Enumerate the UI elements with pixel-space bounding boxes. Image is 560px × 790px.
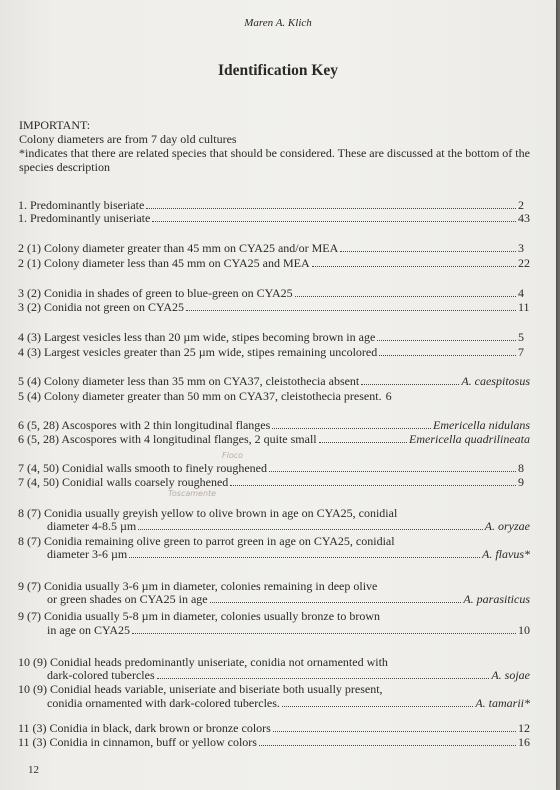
key-line (18, 211, 530, 225)
key-line (18, 198, 530, 212)
dot-leader (340, 241, 516, 252)
dot-leader (132, 623, 516, 634)
key-line-text: 5 (4) Colony diameter less than 35 mm on CYA37, cleistothecia absent (18, 374, 360, 388)
dot-leader (379, 345, 516, 356)
key-line-result: 4 (518, 286, 524, 300)
dot-leader (230, 475, 516, 486)
key-line-result: A. oryzae (484, 519, 530, 533)
dot-leader (377, 330, 516, 341)
key-line (47, 623, 530, 637)
key-line-text: 3 (2) Conidia in shades of green to blue-green on CYA25 (18, 286, 293, 300)
key-line-text: conidia ornamented with dark-colored tubercles. (47, 696, 280, 710)
dot-leader (152, 211, 516, 222)
dot-leader (259, 735, 516, 746)
dot-leader (157, 668, 490, 679)
key-line (18, 475, 530, 489)
dot-leader (186, 300, 516, 311)
key-line-text: 3 (2) Conidia not green on CYA25 (18, 300, 184, 314)
key-line-text: 4 (3) Largest vesicles greater than 25 µm wide, stipes remaining uncolored (18, 345, 378, 359)
key-line-text: 6 (5, 28) Ascospores with 2 thin longitudinal flanges (18, 418, 271, 432)
key-line (18, 609, 530, 623)
key-line (18, 735, 530, 749)
key-line-text: 5 (4) Colony diameter greater than 50 mm on CYA37, cleistothecia present. (18, 389, 382, 403)
key-line-text: 8 (7) Conidia usually greyish yellow to olive brown in age on CYA25, conidial (18, 506, 398, 520)
key-line-result: 3 (518, 241, 524, 255)
key-line-result: A. parasiticus (463, 592, 530, 606)
key-line-result: 5 (518, 330, 524, 344)
key-line (18, 241, 530, 255)
dot-leader (210, 592, 462, 603)
key-line-result: 6 (385, 389, 392, 403)
key-line (18, 655, 530, 669)
key-line (47, 592, 530, 606)
key-line (18, 721, 530, 735)
key-line-result: 7 (518, 345, 524, 359)
key-line-result: 8 (518, 461, 524, 475)
key-line (18, 389, 530, 403)
key-line-text: or green shades on CYA25 in age (47, 592, 208, 606)
key-line (47, 519, 530, 533)
dot-leader (138, 519, 482, 530)
key-line-text: diameter 4-8.5 µm (47, 519, 137, 533)
key-line-result: A. tamarii* (475, 696, 530, 710)
key-line-text: 7 (4, 50) Conidial walls coarsely roughened (18, 475, 229, 489)
key-line (18, 345, 530, 359)
key-line-result: Emericella nidulans (433, 418, 530, 432)
key-line-text: 4 (3) Largest vesicles less than 20 µm wide, stipes becoming brown in age (18, 330, 376, 344)
key-line-text: 8 (7) Conidia remaining olive green to parrot green in age on CYA25, conidial (18, 534, 395, 548)
key-line (18, 461, 530, 475)
key-line (18, 300, 530, 314)
key-line (18, 330, 530, 344)
dot-leader (282, 696, 473, 707)
key-line-text: 11 (3) Conidia in black, dark brown or bronze colors (18, 721, 271, 735)
page-number: 12 (28, 764, 39, 776)
key-line-text: dark-colored tubercles (47, 668, 155, 682)
key-line (18, 682, 530, 696)
key-line (18, 579, 530, 593)
dot-leader (269, 461, 516, 472)
key-line-result: 9 (518, 475, 524, 489)
running-header: Maren A. Klich (244, 17, 312, 29)
key-line (18, 506, 530, 520)
dot-leader (312, 256, 516, 267)
key-line-result: A. flavus* (482, 547, 530, 561)
important-heading: IMPORTANT: (19, 118, 91, 132)
dot-leader (273, 721, 516, 732)
key-line-text: 9 (7) Conidia usually 3-6 µm in diameter, colonies remaining in deep olive (18, 579, 378, 593)
important-note (19, 118, 539, 174)
key-line (47, 696, 530, 710)
key-line-result: 22 (518, 256, 530, 270)
key-line-text: 7 (4, 50) Conidial walls smooth to finely roughened (18, 461, 267, 475)
dot-leader (319, 432, 407, 443)
key-line-text: 1. Predominantly biseriate (18, 198, 145, 212)
key-line (47, 668, 530, 682)
key-line-text: 1. Predominantly uniseriate (18, 211, 151, 225)
dot-leader (272, 418, 431, 429)
dot-leader (295, 286, 516, 297)
key-line-text: 6 (5, 28) Ascospores with 4 longitudinal flanges, 2 quite small (18, 432, 317, 446)
key-line-result: A. caespitosus (461, 374, 530, 388)
key-line (18, 286, 530, 300)
key-line-result: Emericella quadrilineata (409, 432, 530, 446)
key-line-text: in age on CYA25 (47, 623, 130, 637)
key-line-text: diameter 3-6 µm (47, 547, 128, 561)
key-line-text: 2 (1) Colony diameter greater than 45 mm on CYA25 and/or MEA (18, 241, 339, 255)
key-line (18, 534, 530, 548)
page-title: Identification Key (217, 62, 339, 79)
dot-leader (129, 547, 480, 558)
key-line-text: 11 (3) Conidia in cinnamon, buff or yellow colors (18, 735, 257, 749)
key-line-result: 16 (518, 735, 530, 749)
key-line-result: 43 (518, 211, 530, 225)
key-line-text: 10 (9) Conidial heads predominantly uniseriate, conidia not ornamented with (18, 655, 388, 669)
key-line (18, 374, 530, 388)
key-line (18, 418, 530, 432)
key-line-result: 10 (518, 623, 530, 637)
important-line-asterisk: *indicates that there are related species that should be considered. These are discussed at the bottom of the species description (19, 146, 530, 174)
handwritten-annotation: Toscamente (168, 489, 217, 498)
key-line (18, 432, 530, 446)
key-line-result: 2 (518, 198, 524, 212)
important-line-colony: Colony diameters are from 7 day old cultures (19, 132, 237, 146)
key-line-result: 12 (518, 721, 530, 735)
key-line (18, 256, 530, 270)
key-line-result: A. sojae (491, 668, 530, 682)
dot-leader (361, 374, 459, 385)
handwritten-annotation: Floco (222, 451, 244, 460)
key-line-text: 9 (7) Conidia usually 5-8 µm in diameter, colonies usually bronze to brown (18, 609, 381, 623)
key-line-text: 2 (1) Colony diameter less than 45 mm on CYA25 and MEA (18, 256, 310, 270)
key-line-result: 11 (518, 300, 530, 314)
key-line (47, 547, 530, 561)
dot-leader (146, 198, 516, 209)
key-line-text: 10 (9) Conidial heads variable, uniseriate and biseriate both usually present, (18, 682, 383, 696)
